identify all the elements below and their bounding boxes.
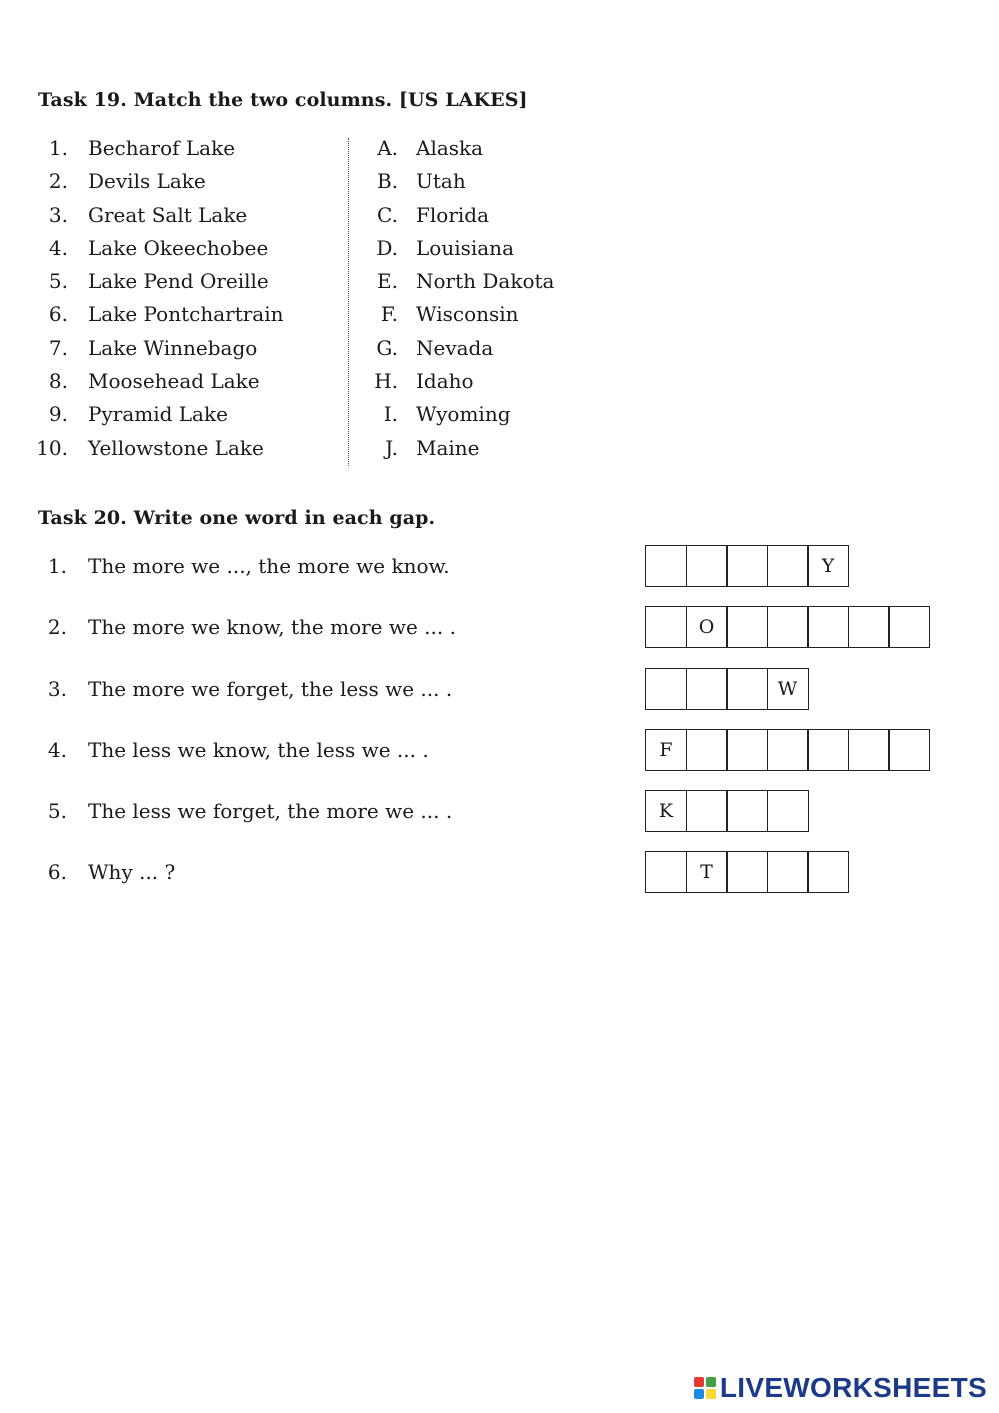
lake-item[interactable]	[0, 432, 340, 465]
letter-boxes[interactable]	[645, 668, 807, 710]
lake-item[interactable]	[0, 199, 340, 232]
state-letter: D.	[376, 235, 398, 260]
gap-item-number: 6.	[47, 860, 67, 884]
state-name: Idaho	[416, 369, 474, 394]
state-item[interactable]	[356, 398, 656, 431]
letter-boxes[interactable]	[645, 545, 848, 587]
letter-box-input[interactable]	[726, 851, 768, 893]
letter-box-input[interactable]	[767, 790, 809, 832]
letter-box-input[interactable]	[726, 790, 768, 832]
lake-item[interactable]	[0, 132, 340, 165]
lake-item[interactable]	[0, 332, 340, 365]
state-name: North Dakota	[416, 269, 555, 294]
lake-item[interactable]	[0, 298, 340, 331]
state-item[interactable]	[356, 265, 656, 298]
letter-box-input[interactable]	[645, 606, 687, 648]
lake-number: 10.	[36, 435, 68, 460]
letter-box-input[interactable]	[686, 790, 728, 832]
state-item[interactable]	[356, 332, 656, 365]
letter-box-input[interactable]	[888, 729, 930, 771]
letter-boxes[interactable]	[645, 729, 929, 771]
letter-box-input[interactable]	[726, 668, 768, 710]
state-name: Florida	[416, 202, 489, 227]
letter-box-input[interactable]	[726, 545, 768, 587]
gap-item	[0, 606, 999, 648]
state-name: Louisiana	[416, 235, 514, 260]
lake-name: Devils Lake	[88, 169, 206, 194]
state-letter: B.	[376, 169, 398, 194]
state-item[interactable]	[356, 232, 656, 265]
lake-name: Great Salt Lake	[88, 202, 248, 227]
lake-list	[0, 132, 340, 465]
column-divider	[348, 138, 349, 466]
gap-item	[0, 668, 999, 710]
state-letter: A.	[377, 136, 398, 160]
gap-item-number: 3.	[47, 677, 67, 701]
lake-number: 6.	[48, 302, 68, 327]
state-letter: I.	[383, 402, 398, 427]
state-item[interactable]	[356, 365, 656, 398]
letter-box-input[interactable]	[767, 606, 809, 648]
state-letter: F.	[380, 302, 398, 327]
lake-number: 7.	[48, 335, 68, 360]
gap-item-number: 4.	[47, 738, 67, 762]
gap-item-number: 1.	[47, 554, 67, 578]
state-item[interactable]	[356, 165, 656, 198]
lake-number: 1.	[48, 136, 68, 160]
letter-box-input[interactable]	[645, 851, 687, 893]
lake-item[interactable]	[0, 165, 340, 198]
gap-item	[0, 545, 999, 587]
task-19-title: Task 19. Match the two columns. [US LAKES]	[38, 89, 528, 111]
state-letter: E.	[377, 269, 398, 294]
gap-item-sentence: The less we forget, the more we ... .	[88, 799, 453, 823]
gap-item-number: 2.	[47, 615, 67, 639]
gap-item-sentence: Why ... ?	[88, 860, 176, 884]
letter-box-input[interactable]	[645, 668, 687, 710]
lake-number: 8.	[48, 369, 68, 394]
state-name: Wyoming	[416, 402, 511, 427]
state-item[interactable]	[356, 432, 656, 465]
gap-item-sentence: The less we know, the less we ... .	[88, 738, 429, 762]
lake-name: Lake Winnebago	[88, 335, 258, 360]
letter-boxes[interactable]	[645, 606, 929, 648]
lake-number: 2.	[48, 169, 68, 194]
gap-item	[0, 729, 999, 771]
state-letter: C.	[377, 202, 398, 227]
letter-box-input[interactable]	[767, 545, 809, 587]
letter-boxes[interactable]	[645, 790, 807, 832]
state-item[interactable]	[356, 298, 656, 331]
lake-item[interactable]	[0, 365, 340, 398]
state-name: Wisconsin	[416, 302, 519, 327]
letter-box-filled: W	[767, 668, 809, 710]
letter-box-input[interactable]	[807, 851, 849, 893]
lake-number: 9.	[48, 402, 68, 427]
lake-number: 3.	[48, 202, 68, 227]
letter-box-input[interactable]	[888, 606, 930, 648]
lake-name: Becharof Lake	[88, 136, 236, 160]
letter-box-input[interactable]	[767, 851, 809, 893]
state-name: Nevada	[416, 335, 494, 360]
gap-item	[0, 790, 999, 832]
letter-box-input[interactable]	[645, 545, 687, 587]
letter-box-input[interactable]	[686, 668, 728, 710]
lake-name: Yellowstone Lake	[88, 435, 264, 460]
state-letter: J.	[385, 435, 398, 460]
letter-boxes[interactable]	[645, 851, 848, 893]
task-20-title: Task 20. Write one word in each gap.	[38, 507, 436, 529]
gap-item-number: 5.	[47, 799, 67, 823]
brand-name: LIVEWORKSHEETS	[719, 1372, 987, 1403]
letter-box-input[interactable]	[767, 729, 809, 771]
state-letter: G.	[376, 335, 398, 360]
letter-box-input[interactable]	[726, 606, 768, 648]
letter-box-input[interactable]	[686, 729, 728, 771]
letter-box-input[interactable]	[807, 729, 849, 771]
liveworksheets-logo-icon	[694, 1377, 716, 1399]
letter-box-filled: K	[645, 790, 687, 832]
state-name: Maine	[416, 435, 480, 460]
lake-name: Pyramid Lake	[88, 402, 228, 427]
letter-box-filled: T	[686, 851, 728, 893]
lake-number: 5.	[48, 269, 68, 294]
gap-item-sentence: The more we know, the more we ... .	[88, 615, 456, 639]
letter-box-input[interactable]	[848, 606, 890, 648]
liveworksheets-brand[interactable]	[694, 1372, 987, 1404]
lake-name: Lake Pend Oreille	[88, 269, 269, 294]
lake-number: 4.	[48, 235, 68, 260]
state-item[interactable]	[356, 199, 656, 232]
letter-box-input[interactable]	[848, 729, 890, 771]
letter-box-filled: O	[686, 606, 728, 648]
letter-box-input[interactable]	[726, 729, 768, 771]
lake-item[interactable]	[0, 398, 340, 431]
letter-box-filled: Y	[807, 545, 849, 587]
state-letter: H.	[374, 369, 398, 394]
lake-item[interactable]	[0, 232, 340, 265]
lake-name: Moosehead Lake	[88, 369, 260, 394]
state-name: Alaska	[416, 136, 484, 160]
letter-box-filled: F	[645, 729, 687, 771]
gap-item-sentence: The more we forget, the less we ... .	[88, 677, 453, 701]
lake-name: Lake Okeechobee	[88, 235, 269, 260]
lake-item[interactable]	[0, 265, 340, 298]
gap-item	[0, 851, 999, 893]
gap-item-sentence: The more we ..., the more we know.	[88, 554, 450, 578]
letter-box-input[interactable]	[807, 606, 849, 648]
state-name: Utah	[416, 169, 466, 194]
lake-name: Lake Pontchartrain	[88, 302, 284, 327]
state-list	[356, 132, 656, 465]
letter-box-input[interactable]	[686, 545, 728, 587]
state-item[interactable]	[356, 132, 656, 165]
